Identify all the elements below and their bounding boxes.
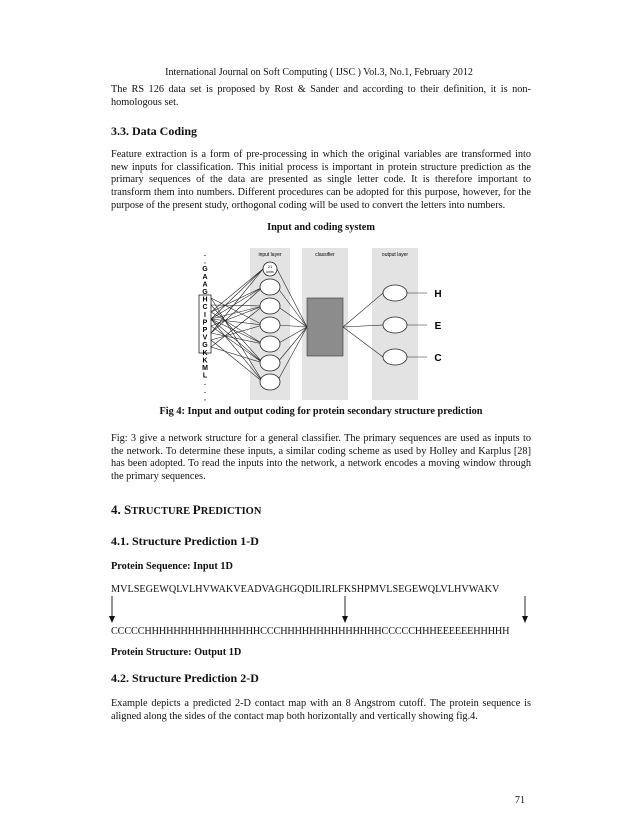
arrow-left: [109, 596, 115, 623]
sequence-letter: .: [204, 395, 206, 403]
input-node: [260, 374, 280, 390]
output-layer-label: output layer: [381, 252, 409, 258]
sequence-letter: M: [202, 365, 208, 372]
running-header: International Journal on Soft Computing ( IJSC ) Vol.3, No.1, February 2012: [165, 67, 473, 78]
sequence-letter: K: [202, 357, 208, 365]
sequence-letter: G: [202, 289, 208, 296]
sequence-letter: G: [202, 266, 208, 274]
section-3-3-paragraph: Feature extraction is a form of pre-processing in which the original variables are transformed into new inputs for classification. This initial process is important in protein structure prediction as the primary sequences of the data are presented as single letter code. It is therefore important to transform them into numbers. Different procedures can be adopted for this purpose, however, for the purpose of the present study, orthogonal coding will be used to convert the letters into numbers.: [111, 149, 531, 211]
heading-part: S: [124, 502, 132, 517]
output-sequence: CCCCCHHHHHHHHHHHHHHHHCCCHHHHHHHHHHHHHHCCCCCHHHEEEEEEHHHHH: [111, 626, 510, 637]
section-4-2-heading: 4.2. Structure Prediction 2-D: [111, 671, 259, 685]
heading-part: TRUCTURE: [131, 506, 193, 517]
sequence-letter: G: [202, 342, 208, 350]
sequence-letter: V: [202, 334, 208, 342]
output-class-label: C: [434, 353, 442, 364]
input-node: [260, 355, 280, 371]
section-4-heading: [111, 502, 261, 518]
figure-title: Input and coding system: [267, 222, 375, 233]
output-node: [383, 349, 407, 365]
section-3-3-heading: 3.3. Data Coding: [111, 124, 198, 138]
output-node: [383, 317, 407, 333]
sequence-letters: [202, 251, 208, 402]
network-diagram: [190, 238, 460, 403]
classifier-label: classifier: [315, 252, 335, 258]
output-class-label: E: [434, 321, 442, 332]
output-class-label: H: [434, 289, 442, 300]
input-sequence: MVLSEGEWQLVLHVWAKVEADVAGHGQDILIRLFKSHPMVLSEGEWQLVLHVWAKV: [111, 584, 500, 595]
figure-caption: Fig 4: Input and output coding for protein secondary structure prediction: [159, 406, 483, 417]
sequence-arrows: [105, 596, 535, 626]
sequence-letter: C: [202, 304, 208, 312]
sequence-letter: P: [202, 327, 208, 334]
page-number: 71: [515, 795, 525, 806]
sequence-letter: A: [202, 281, 208, 289]
output-node: [383, 285, 407, 301]
output-nodes: [343, 285, 442, 365]
heading-part: REDICTION: [200, 506, 262, 517]
sequence-letter: .: [204, 258, 206, 266]
input-node: [260, 317, 280, 333]
sequence-letter: I: [204, 311, 206, 319]
section-4-number: 4.: [111, 502, 121, 517]
input-node: [260, 298, 280, 314]
input-label: Protein Sequence: Input 1D: [111, 561, 233, 572]
heading-part: P: [192, 502, 201, 517]
sequence-letter: .: [204, 387, 206, 395]
sequence-letter: H: [202, 296, 208, 304]
input-node: [260, 279, 280, 295]
output-label: Protein Structure: Output 1D: [111, 647, 242, 658]
input-node: [260, 336, 280, 352]
sequence-letter: A: [202, 273, 208, 281]
sequence-letter: .: [204, 380, 206, 388]
figure-paragraph: Fig: 3 give a network structure for a general classifier. The primary sequences are used as inputs to the network. To determine these inputs, a similar coding scheme as used by Holley and Karplus [28] has been adopted. To read the inputs into the network, a network encodes a moving window through the primary sequences.: [111, 433, 531, 483]
arrow-middle: [342, 596, 348, 623]
section-4-2-paragraph: Example depicts a predicted 2-D contact map with an 8 Angstrom cutoff. The protein sequence is aligned along the sides of the contact map both horizontally and vertically showing fig.4.: [111, 698, 531, 722]
sequence-letter: K: [202, 349, 208, 357]
units-label: 21: [267, 264, 273, 269]
section-4-1-heading: 4.1. Structure Prediction 1-D: [111, 534, 259, 548]
sequence-letter: .: [204, 251, 206, 258]
input-layer-label: input layer: [258, 252, 282, 258]
sequence-letter: L: [202, 372, 208, 380]
units-label-sub: units: [266, 270, 274, 274]
sequence-letter: P: [202, 319, 208, 327]
classifier-block: [307, 298, 343, 356]
intro-paragraph: The RS 126 data set is proposed by Rost & Sander and according to their definition, it is non-homologous set.: [111, 84, 531, 108]
arrow-right: [522, 596, 528, 623]
